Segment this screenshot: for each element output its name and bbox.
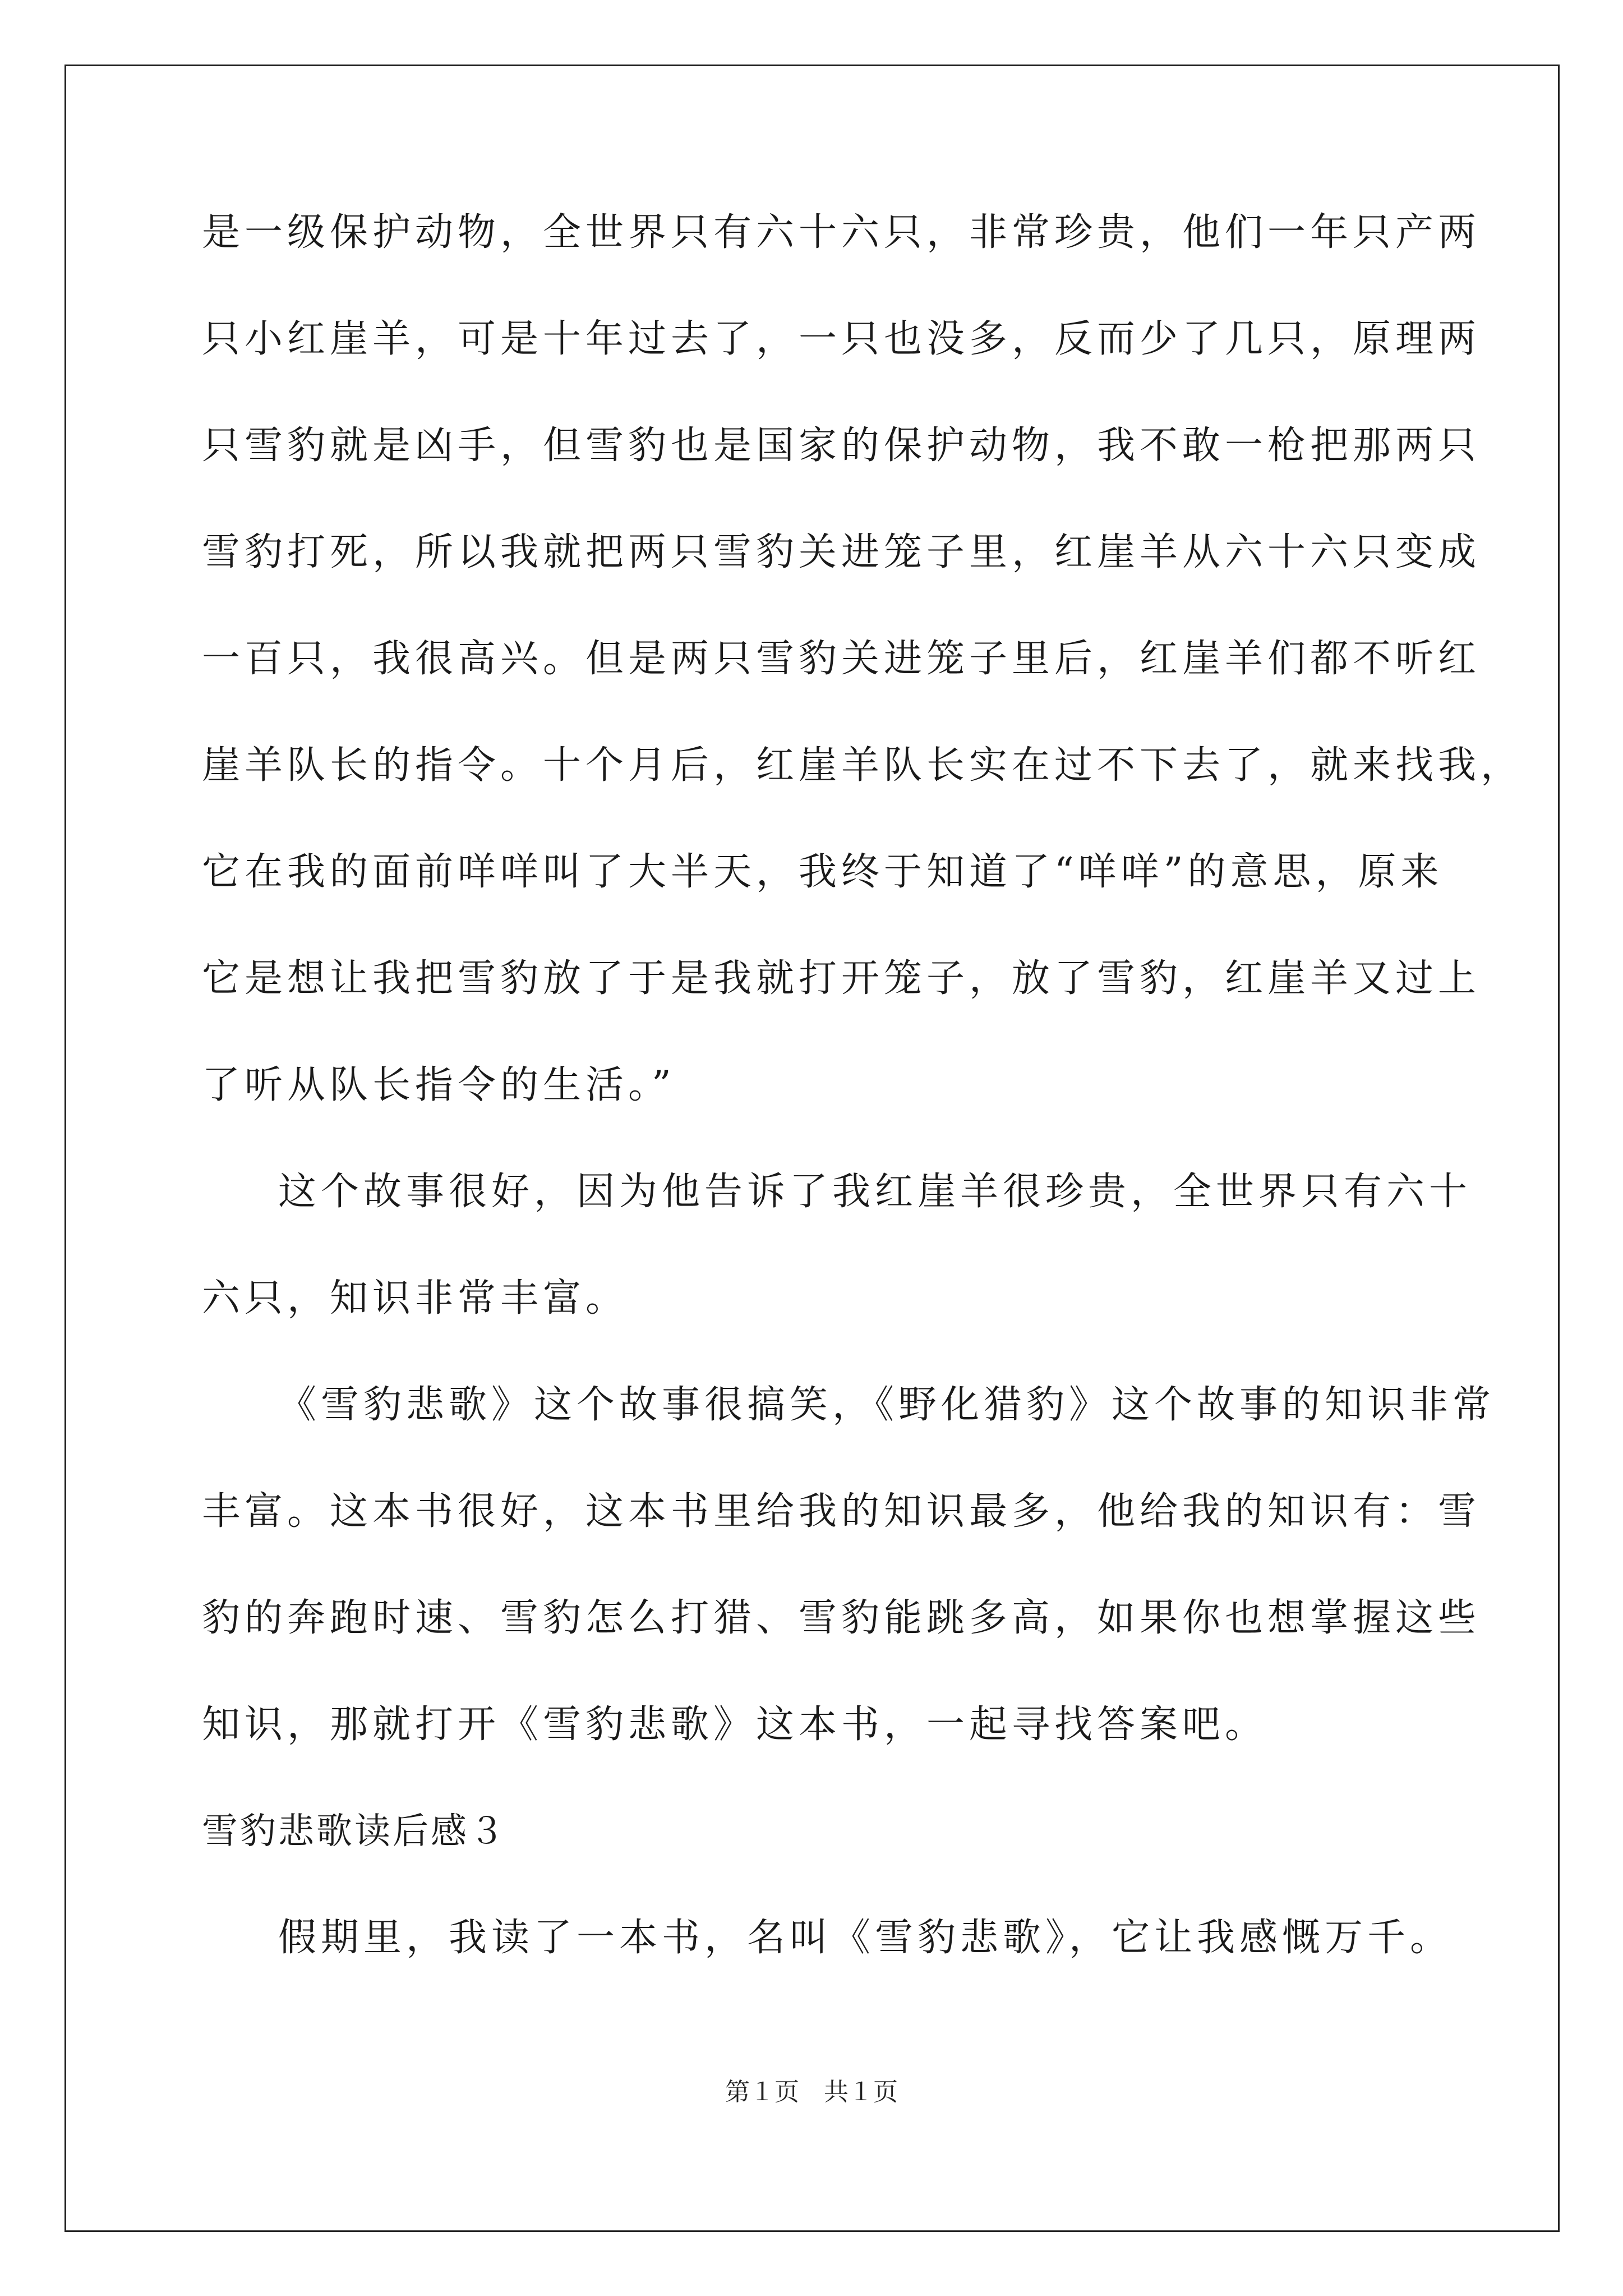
paragraph-start-line: 假期里，我读了一本书，名叫《雪豹悲歌》，它让我感慨万千。 <box>278 1916 1453 1960</box>
paragraph-start-line: 《雪豹悲歌》这个故事很搞笑，《野化猎豹》这个故事的知识非常 <box>278 1383 1496 1427</box>
text-line: 只雪豹就是凶手，但雪豹也是国家的保护动物，我不敢一枪把那两只 <box>202 424 1481 468</box>
text-line: 雪豹打死，所以我就把两只雪豹关进笼子里，红崖羊从六十六只变成 <box>202 530 1481 574</box>
page-footer: 第１页 共１页 <box>725 2078 898 2106</box>
text-line: 了听从队长指令的生活。” <box>202 1063 676 1107</box>
paragraph-start-line: 这个故事很好，因为他告诉了我红崖羊很珍贵，全世界只有六十 <box>278 1170 1472 1214</box>
section-heading: 雪豹悲歌读后感３ <box>202 1811 507 1852</box>
text-line: 豹的奔跑时速、雪豹怎么打猎、雪豹能跳多高，如果你也想掌握这些 <box>202 1596 1481 1640</box>
text-line: 丰富。这本书很好，这本书里给我的知识最多，他给我的知识有：雪 <box>202 1489 1481 1534</box>
text-line: 只小红崖羊，可是十年过去了，一只也没多，反而少了几只，原理两 <box>202 317 1481 361</box>
document-body <box>202 210 1524 2022</box>
text-line: 一百只，我很高兴。但是两只雪豹关进笼子里后，红崖羊们都不听红 <box>202 637 1481 681</box>
text-line: 是一级保护动物，全世界只有六十六只，非常珍贵，他们一年只产两 <box>202 210 1481 255</box>
text-line: 知识，那就打开《雪豹悲歌》这本书，一起寻找答案吧。 <box>202 1703 1268 1747</box>
text-line: 它在我的面前咩咩叫了大半天，我终于知道了“咩咩”的意思，原来 <box>202 850 1444 894</box>
text-line: 崖羊队长的指令。十个月后，红崖羊队长实在过不下去了，就来找我， <box>202 743 1524 788</box>
text-line: 六只，知识非常丰富。 <box>202 1276 629 1320</box>
text-line: 它是想让我把雪豹放了于是我就打开笼子，放了雪豹，红崖羊又过上 <box>202 956 1481 1001</box>
